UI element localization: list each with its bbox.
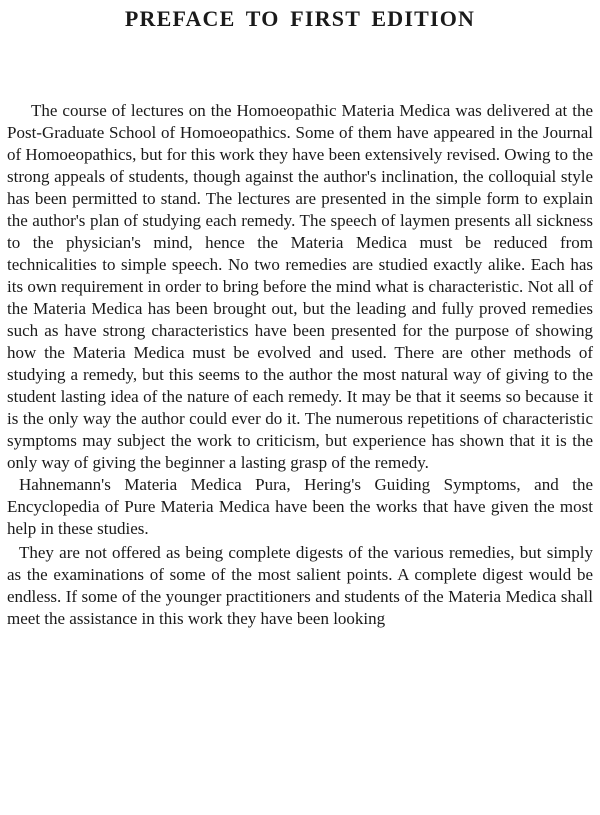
paragraph-3: They are not offered as being complete digests of the various remedies, but simply as the examinations of some of the most salient points. A complete digest would be endless. If some of the younger practitioners and students of the Materia Medica shall meet the assistance in this work they have been looking — [7, 543, 593, 628]
paragraph-1: The course of lectures on the Homoeopathic Materia Medica was delivered at the Post-Graduate School of Homoeopathics. Some of them have appeared in the Journal of Homoeopathics, but for this work they have been extensively revised. Owing to the strong appeals of students, though against the author's inclination, the colloquial style has been permitted to stand. The lectures are presented in the simple form to explain the author's plan of studying each remedy. The speech of laymen presents all sickness to the physician's mind, hence the Materia Medica must be reduced from technicalities to simple speech. No two remedies are studied exactly alike. Each has its own requirement in order to bring before the mind what is characteristic. Not all of the Materia Medica has been brought out, but the leading and fully proved remedies such as have strong characteristics have been presented for the purpose of showing how the Materia Medica must be evolved and used. There are other methods of studying a remedy, but this seems to the author the most natural way of giving to the student lasting idea of the nature of each remedy. It may be that it seems so because it is the only way the author could ever do it. The numerous repetitions of characteristic symptoms may subject the work to criticism, but experience has shown that it is the only way of giving the beginner a lasting grasp of the remedy. — [7, 101, 593, 472]
paragraph-2: Hahnemann's Materia Medica Pura, Hering's Guiding Symptoms, and the Encyclopedia of Pure Materia Medica have been the works that have given the most help in these studies. — [7, 475, 593, 538]
page-title: PREFACE TO FIRST EDITION — [124, 6, 476, 31]
preface-body — [7, 100, 593, 630]
